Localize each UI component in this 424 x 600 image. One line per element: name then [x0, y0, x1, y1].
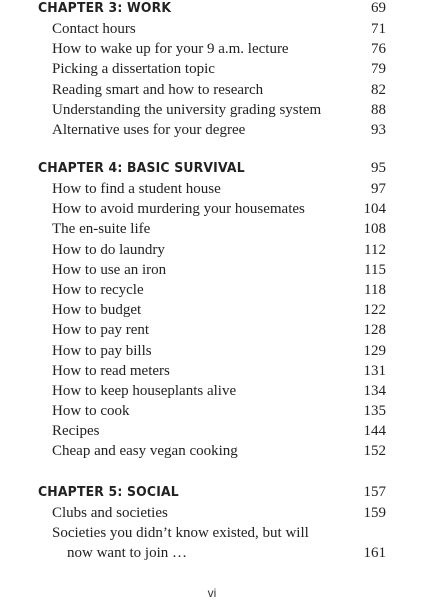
toc-entry[interactable]	[38, 341, 386, 361]
toc-entry-page: 161	[363, 545, 386, 562]
page-folio: vi	[207, 586, 217, 600]
chapter-title: CHAPTER 5: SOCIAL	[38, 484, 179, 500]
toc-entry-page: 71	[371, 21, 386, 37]
chapter-page-number: 69	[371, 0, 386, 16]
toc-entry-title: How to use an iron	[52, 261, 167, 278]
toc-entry-title: How to recycle	[52, 281, 144, 298]
chapter-heading	[38, 0, 386, 19]
chapter-title: CHAPTER 3: WORK	[38, 0, 172, 16]
toc-entry-title: The en-suite life	[52, 221, 151, 238]
toc-entry-title: How to wake up for your 9 a.m. lecture	[52, 41, 289, 58]
toc-entry-page: 128	[363, 322, 386, 339]
toc-entry-title: How to cook	[52, 403, 130, 420]
toc-entry-page: 79	[371, 61, 386, 78]
toc-entry-page: 88	[371, 101, 386, 118]
toc-entry[interactable]	[38, 19, 386, 39]
toc-entry-page: 93	[371, 121, 386, 138]
toc-entry-page: 131	[363, 362, 386, 379]
toc-entry[interactable]	[38, 523, 386, 563]
toc-entry[interactable]	[38, 441, 386, 461]
toc-entry-list	[38, 179, 386, 462]
toc-entry-title	[52, 523, 309, 563]
toc-entry[interactable]	[38, 80, 386, 100]
toc-entry-page: 112	[364, 241, 386, 258]
toc-entry-title: How to budget	[52, 302, 142, 319]
toc-entry[interactable]	[38, 179, 386, 199]
toc-entry[interactable]	[38, 503, 386, 523]
toc-entry-page: 152	[363, 443, 386, 460]
toc-entry-title: Understanding the university grading system	[52, 101, 322, 118]
toc-entry-page: 115	[364, 261, 386, 278]
toc-entry-page: 108	[363, 221, 386, 238]
toc-entry-title: Reading smart and how to research	[52, 81, 264, 98]
toc-entry[interactable]	[38, 320, 386, 340]
toc-entry[interactable]	[38, 39, 386, 59]
chapter-3-section	[38, 0, 386, 140]
chapter-5-section	[38, 481, 386, 564]
chapter-4-section	[38, 157, 386, 462]
toc-entry-list	[38, 503, 386, 564]
toc-entry[interactable]	[38, 219, 386, 239]
toc-entry-title: How to keep houseplants alive	[52, 382, 237, 399]
toc-entry-page: 97	[371, 181, 386, 197]
toc-entry-page: 82	[371, 81, 386, 98]
toc-entry[interactable]	[38, 100, 386, 120]
toc-entry-page: 135	[363, 403, 386, 420]
toc-entry[interactable]	[38, 120, 386, 140]
toc-entry-title: Recipes	[52, 423, 100, 440]
toc-entry-page: 76	[371, 41, 386, 58]
toc-entry-title: How to pay bills	[52, 342, 152, 359]
chapter-heading	[38, 157, 386, 179]
chapter-title: CHAPTER 4: BASIC SURVIVAL	[38, 160, 245, 176]
chapter-heading	[38, 481, 386, 503]
toc-entry-title: Contact hours	[52, 21, 136, 37]
toc-entry[interactable]	[38, 421, 386, 441]
toc-entry[interactable]	[38, 240, 386, 260]
toc-entry[interactable]	[38, 199, 386, 219]
toc-entry-title-continuation: now want to join …	[67, 545, 187, 562]
toc-entry[interactable]	[38, 300, 386, 320]
chapter-page-number: 95	[371, 160, 386, 176]
toc-entry-title: Clubs and societies	[52, 505, 168, 521]
toc-entry-title: Picking a dissertation topic	[52, 61, 215, 78]
toc-entry-page: 144	[363, 423, 386, 440]
toc-entry[interactable]	[38, 361, 386, 381]
toc-entry[interactable]	[38, 260, 386, 280]
toc-entry-list	[38, 19, 386, 140]
toc-entry-title: How to read meters	[52, 362, 170, 379]
toc-entry-page: 134	[363, 382, 386, 399]
toc-entry[interactable]	[38, 280, 386, 300]
toc-entry-title: How to do laundry	[52, 241, 165, 258]
toc-entry-page: 118	[364, 281, 386, 298]
chapter-page-number: 157	[363, 484, 386, 500]
toc-entry[interactable]	[38, 401, 386, 421]
toc-entry[interactable]	[38, 59, 386, 79]
toc-entry-page: 122	[363, 302, 386, 319]
toc-entry-page: 129	[363, 342, 386, 359]
toc-entry-page: 104	[363, 201, 386, 218]
toc-entry-page: 159	[363, 505, 386, 521]
toc-entry-title-line: Societies you didn’t know existed, but will	[52, 525, 309, 542]
toc-entry-title: Alternative uses for your degree	[52, 121, 246, 138]
toc-entry-title: How to find a student house	[52, 181, 221, 197]
toc-entry-title: How to pay rent	[52, 322, 150, 339]
toc-entry[interactable]	[38, 381, 386, 401]
toc-entry-title: How to avoid murdering your housemates	[52, 201, 305, 218]
toc-entry-title: Cheap and easy vegan cooking	[52, 443, 238, 460]
